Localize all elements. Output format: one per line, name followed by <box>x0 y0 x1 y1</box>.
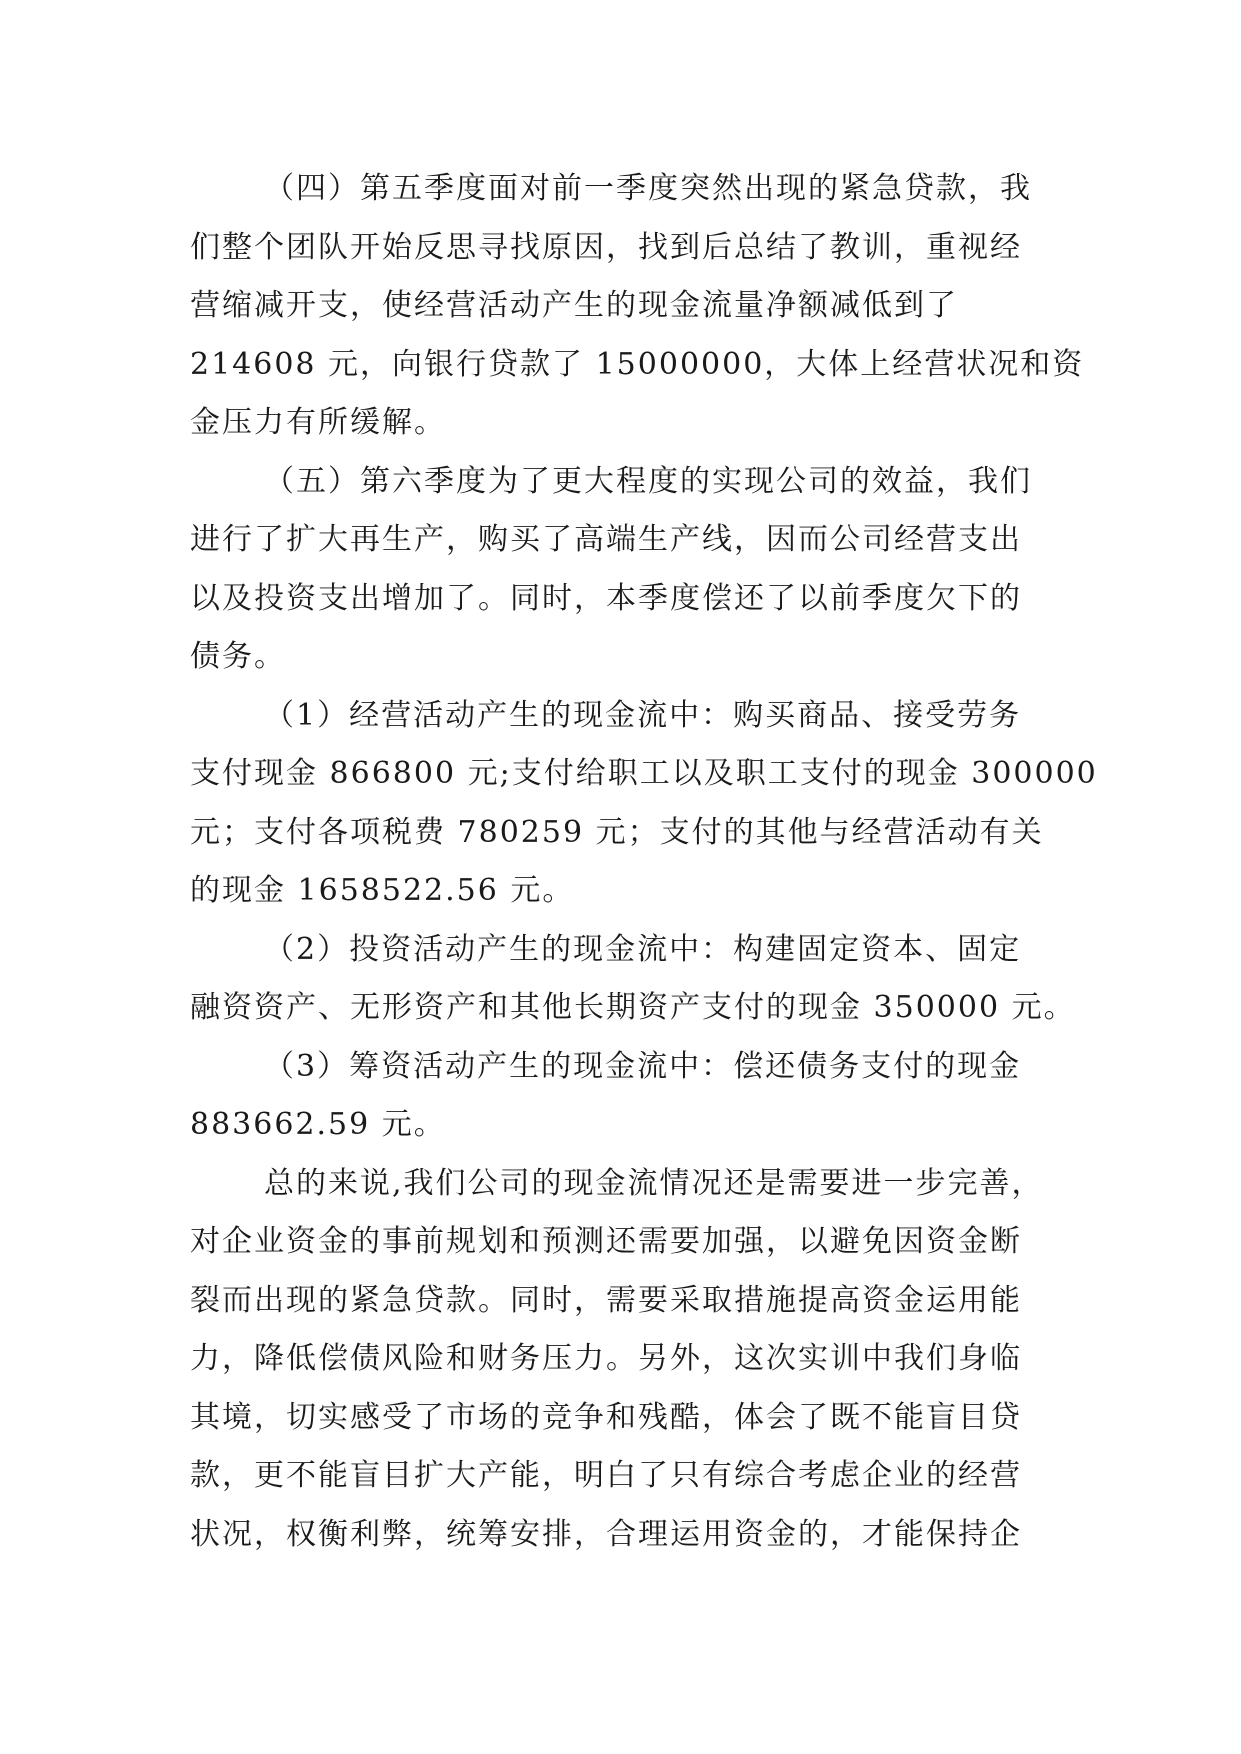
text-line: 214608 元，向银行贷款了 15000000，大体上经营状况和资 <box>190 346 1085 382</box>
text-line: （五）第六季度为了更大程度的实现公司的效益，我们 <box>264 463 1032 499</box>
text-line: 进行了扩大再生产，购买了高端生产线，因而公司经营支出 <box>190 522 1022 557</box>
text-line: 款，更不能盲目扩大产能，明白了只有综合考虑企业的经营 <box>190 1458 1022 1493</box>
text-line: （四）第五季度面对前一季度突然出现的紧急贷款，我 <box>264 171 1032 206</box>
paragraph-investing-cash-flow <box>190 921 1076 1038</box>
text-line: 以及投资支出增加了。同时，本季度偿还了以前季度欠下的 <box>190 580 1022 616</box>
text-line: 营缩减开支，使经营活动产生的现金流量净额减低到了 <box>190 288 958 323</box>
text-line: 支付现金 866800 元;支付给职工以及职工支付的现金 300000 <box>190 756 1098 791</box>
text-line: 状况，权衡利弊，统筹安排，合理运用资金的，才能保持企 <box>190 1516 1022 1552</box>
paragraph-operating-cash-flow <box>190 687 1098 921</box>
text-line: 金压力有所缓解。 <box>190 405 446 440</box>
paragraph-summary <box>190 1155 1060 1565</box>
text-line: （3）筹资活动产生的现金流中：偿还债务支付的现金 <box>264 1048 1022 1084</box>
text-line: 债务。 <box>190 639 286 674</box>
text-line: 883662.59 元。 <box>190 1107 446 1142</box>
text-line: （1）经营活动产生的现金流中：购买商品、接受劳务 <box>264 697 1022 733</box>
paragraph-financing-cash-flow <box>190 1038 1060 1155</box>
text-line: 元；支付各项税费 780259 元；支付的其他与经营活动有关 <box>190 814 1044 850</box>
text-line: 力，降低偿债风险和财务压力。另外，这次实训中我们身临 <box>190 1341 1022 1376</box>
text-line: 的现金 1658522.56 元。 <box>190 873 575 908</box>
text-line: 其境，切实感受了市场的竞争和残酷，体会了既不能盲目贷 <box>190 1399 1022 1435</box>
text-line: 融资资产、无形资产和其他长期资产支付的现金 350000 元。 <box>190 990 1076 1025</box>
paragraph-fourth-quarter-five <box>190 160 1085 453</box>
text-line: 总的来说,我们公司的现金流情况还是需要进一步完善， <box>264 1165 1044 1201</box>
paragraph-fifth-quarter-six <box>190 453 1060 687</box>
text-line: 们整个团队开始反思寻找原因，找到后总结了教训，重视经 <box>190 229 1022 265</box>
text-line: 裂而出现的紧急贷款。同时，需要采取措施提高资金运用能 <box>190 1282 1022 1318</box>
text-line: 对企业资金的事前规划和预测还需要加强，以避免因资金断 <box>190 1224 1022 1259</box>
document-body <box>190 160 1098 1564</box>
text-line: （2）投资活动产生的现金流中：构建固定资本、固定 <box>264 931 1022 967</box>
